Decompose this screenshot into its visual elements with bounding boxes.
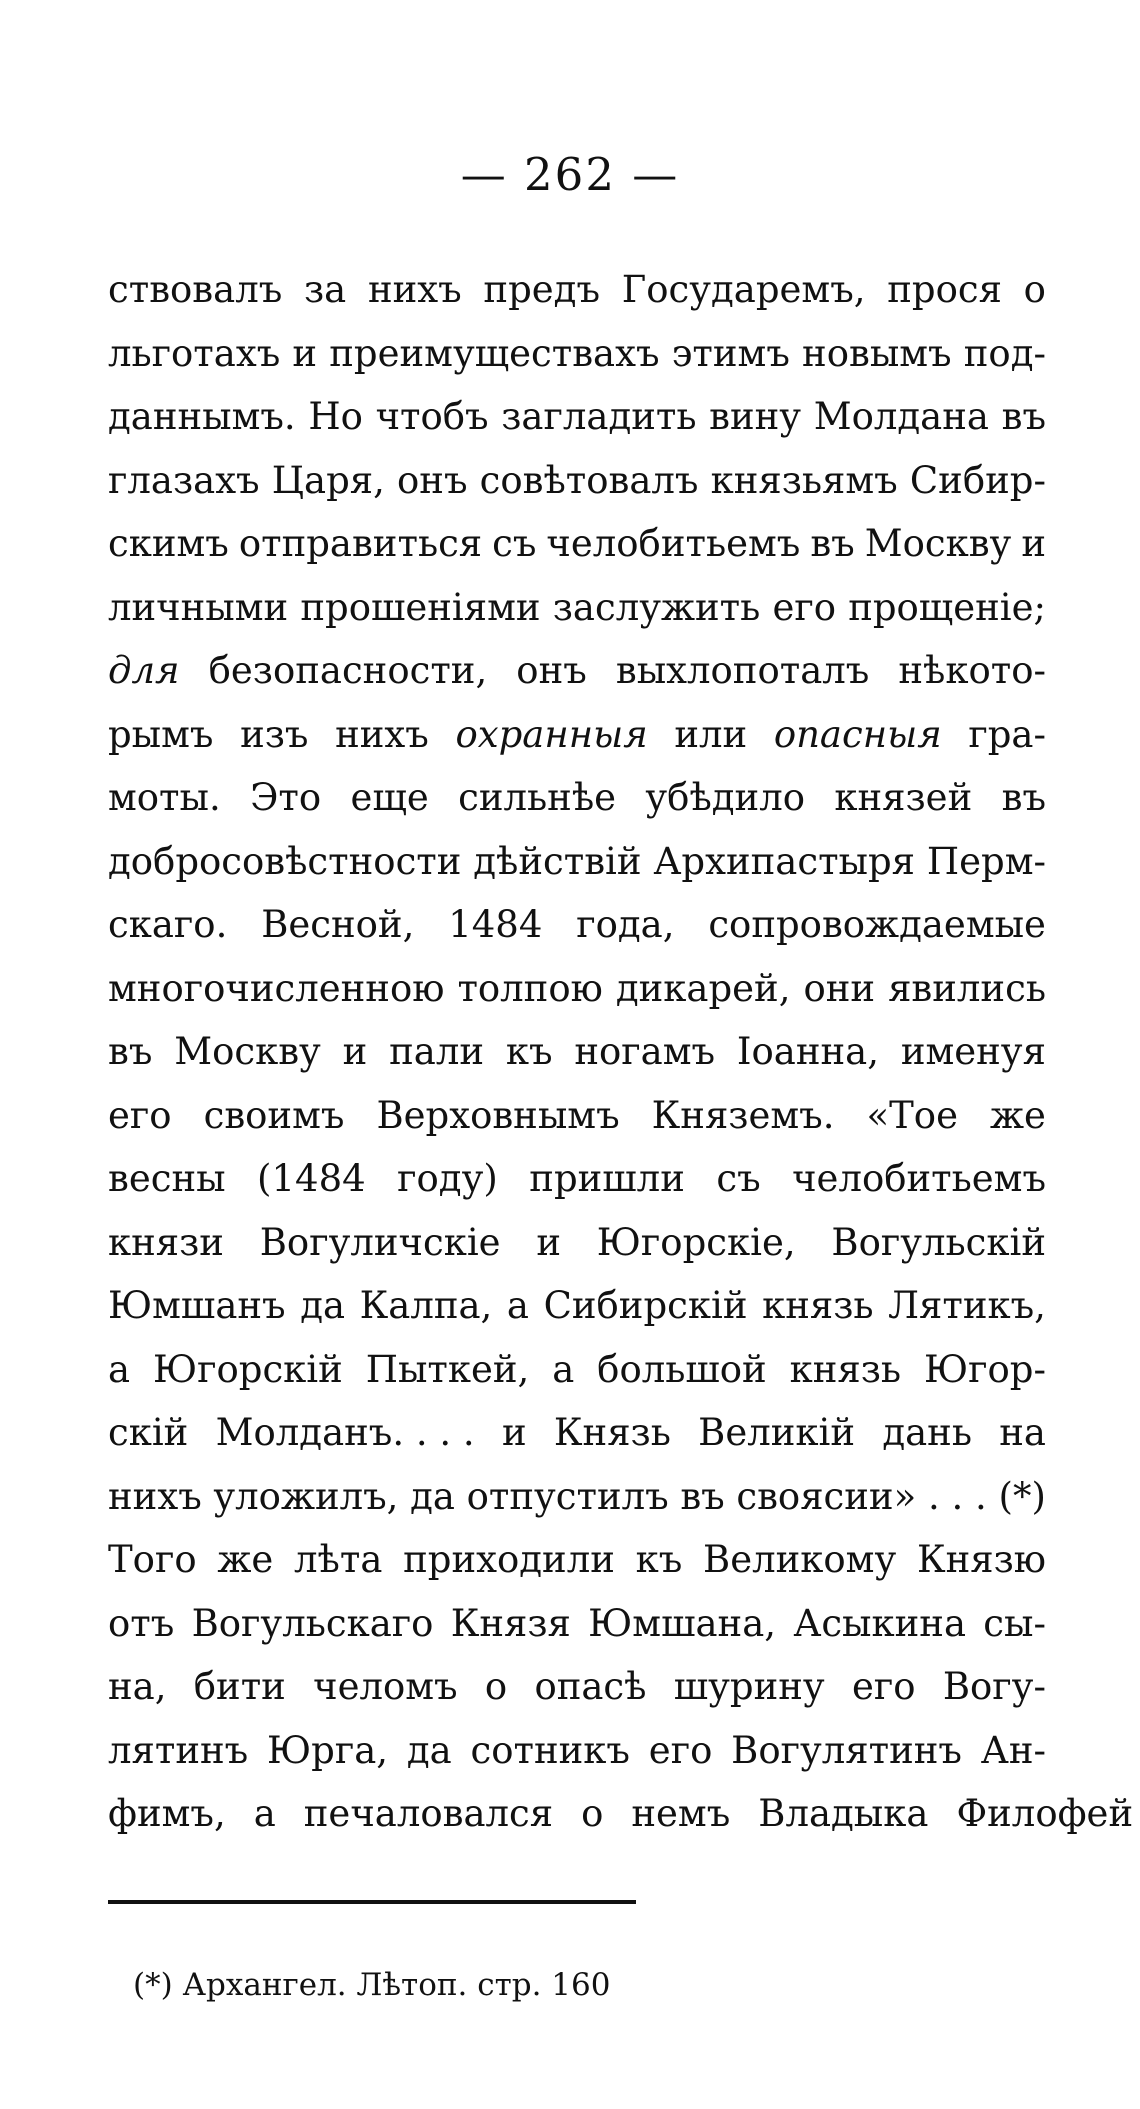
text-word: и bbox=[536, 1220, 561, 1264]
text-word: моты. bbox=[108, 776, 221, 819]
text-word: предъ bbox=[483, 268, 600, 311]
text-word: прося bbox=[887, 268, 1002, 311]
text-word: на bbox=[999, 1411, 1046, 1454]
text-word: онъ bbox=[397, 458, 468, 502]
text-word: его bbox=[648, 1728, 713, 1772]
text-word: и bbox=[342, 1030, 368, 1073]
text-word: Перм- bbox=[926, 839, 1046, 883]
text-word: Ан- bbox=[980, 1728, 1046, 1772]
text-word: прощеніе; bbox=[848, 585, 1046, 629]
text-word: даннымъ. bbox=[108, 395, 296, 438]
text-word: князь bbox=[789, 1347, 902, 1391]
text-line bbox=[108, 830, 1046, 894]
text-word: князей bbox=[834, 776, 973, 819]
text-word: «Тое bbox=[866, 1093, 958, 1137]
text-word: челобитьемъ bbox=[546, 522, 801, 565]
text-word: Юрга, bbox=[267, 1728, 389, 1772]
text-word: Государемъ, bbox=[621, 268, 866, 311]
text-word: сы- bbox=[983, 1601, 1046, 1645]
text-word: въ bbox=[108, 1030, 153, 1073]
text-line bbox=[108, 1719, 1046, 1783]
text-word: Но bbox=[308, 395, 363, 438]
text-word: безопасности, bbox=[208, 649, 488, 692]
text-word: князь bbox=[762, 1284, 874, 1327]
text-word: Это bbox=[250, 776, 322, 819]
text-word: Пыткей, bbox=[365, 1347, 530, 1391]
text-line bbox=[108, 1020, 1046, 1084]
text-word: ногамъ bbox=[574, 1030, 716, 1073]
text-word: загладить bbox=[501, 395, 697, 438]
text-word: явились bbox=[888, 966, 1046, 1010]
text-word: съ bbox=[716, 1157, 761, 1200]
text-word: да bbox=[406, 1728, 452, 1772]
text-word: а bbox=[253, 1792, 276, 1835]
body-text bbox=[108, 258, 1134, 1846]
text-line bbox=[108, 766, 1046, 830]
text-word: изъ bbox=[240, 712, 309, 756]
text-word: Югорскіе, bbox=[596, 1220, 796, 1264]
text-word: приходили bbox=[403, 1538, 615, 1581]
text-word: глазахъ bbox=[108, 458, 260, 502]
text-word: Вогульскій bbox=[831, 1220, 1046, 1264]
text-line bbox=[108, 1592, 1046, 1656]
text-word: прошеніями bbox=[300, 585, 541, 629]
text-word: пали bbox=[389, 1030, 485, 1073]
text-word: отправиться bbox=[238, 522, 483, 565]
text-word: да bbox=[300, 1284, 346, 1327]
text-word: Владыка bbox=[758, 1792, 929, 1835]
text-word: же bbox=[990, 1093, 1046, 1137]
page-number: — 262 — bbox=[460, 148, 680, 201]
text-line bbox=[108, 1274, 1046, 1338]
text-word: дань bbox=[882, 1411, 972, 1454]
text-word: чтобъ bbox=[375, 395, 489, 438]
text-word: дѣйствій bbox=[473, 839, 642, 883]
text-word: Филофей bbox=[956, 1792, 1134, 1835]
text-word: Сибир- bbox=[909, 458, 1046, 502]
text-word: Князя bbox=[450, 1601, 571, 1645]
text-word: выхлопоталъ bbox=[615, 649, 870, 692]
text-word: большой bbox=[597, 1347, 767, 1391]
text-word: добросовѣстности bbox=[108, 839, 462, 883]
text-line bbox=[108, 1084, 1046, 1148]
text-word: въ bbox=[810, 522, 855, 565]
text-line bbox=[108, 512, 1046, 576]
text-word: за bbox=[303, 268, 347, 311]
text-word: въ bbox=[1001, 395, 1046, 438]
text-word: Юмшанъ bbox=[108, 1284, 286, 1327]
text-word: году) bbox=[397, 1157, 498, 1200]
text-word: Сибирскій bbox=[543, 1284, 748, 1327]
text-line bbox=[108, 1401, 1046, 1465]
text-word: еще bbox=[350, 776, 429, 819]
text-line bbox=[108, 639, 1046, 703]
text-word: лятинъ bbox=[108, 1728, 249, 1772]
text-word: Княземъ. bbox=[651, 1093, 835, 1137]
text-word: Москву bbox=[864, 522, 1012, 565]
text-word: пришли bbox=[529, 1157, 685, 1200]
text-line bbox=[108, 957, 1046, 1021]
text-word: для bbox=[108, 649, 180, 692]
text-line bbox=[108, 322, 1046, 386]
text-word: скаго. bbox=[108, 903, 228, 946]
text-word: а bbox=[552, 1347, 575, 1391]
text-word: совѣтовалъ bbox=[479, 458, 699, 502]
text-word: (1484 bbox=[257, 1157, 366, 1200]
text-word: Юмшана, bbox=[588, 1601, 777, 1645]
text-word: Асыкина bbox=[793, 1601, 967, 1645]
text-word: скій bbox=[108, 1411, 189, 1454]
text-word: льготахъ bbox=[108, 331, 281, 375]
text-word: своимъ bbox=[203, 1093, 345, 1137]
text-word: скимъ bbox=[108, 522, 229, 565]
text-line bbox=[108, 1338, 1046, 1402]
text-word: сопровождаемые bbox=[708, 903, 1046, 946]
text-word: и bbox=[292, 331, 318, 375]
text-word: онъ bbox=[516, 649, 587, 692]
text-word: съ bbox=[492, 522, 537, 565]
text-word: именуя bbox=[900, 1030, 1046, 1073]
text-word: нихъ bbox=[335, 712, 429, 756]
text-word: нихъ bbox=[367, 268, 462, 311]
text-word: ствовалъ bbox=[108, 268, 283, 311]
text-word: Вогуличскіе bbox=[259, 1220, 501, 1264]
text-word: отъ bbox=[108, 1601, 175, 1645]
text-word: своясии» . . . (*) bbox=[736, 1474, 1046, 1518]
text-word: уложилъ, bbox=[213, 1474, 399, 1518]
text-word: его bbox=[772, 585, 837, 629]
text-word: под- bbox=[963, 331, 1046, 375]
text-word: гра- bbox=[968, 712, 1046, 756]
text-line bbox=[108, 1528, 1046, 1592]
text-word: сотникъ bbox=[470, 1728, 630, 1772]
text-word: князи bbox=[108, 1220, 224, 1264]
text-word: бити bbox=[193, 1665, 286, 1708]
text-word: опасѣ bbox=[534, 1665, 647, 1708]
text-word: или bbox=[674, 712, 748, 756]
text-word: Царя, bbox=[271, 458, 385, 502]
text-word: Югор- bbox=[923, 1347, 1046, 1391]
text-line bbox=[108, 893, 1046, 957]
footnote-rule bbox=[108, 1900, 636, 1904]
text-word: Югорскій bbox=[152, 1347, 343, 1391]
text-word: о bbox=[484, 1665, 508, 1708]
text-line bbox=[108, 576, 1046, 640]
text-word: этимъ bbox=[671, 331, 790, 375]
text-word: Молдана bbox=[813, 395, 989, 438]
text-word: 1484 bbox=[448, 903, 543, 946]
text-word: же bbox=[217, 1538, 274, 1581]
text-word: Вогулятинъ bbox=[731, 1728, 962, 1772]
text-word: на, bbox=[108, 1665, 167, 1708]
text-word: вину bbox=[709, 395, 802, 438]
text-word: въ bbox=[680, 1474, 725, 1518]
text-word: и bbox=[1021, 522, 1046, 565]
text-word: года, bbox=[576, 903, 675, 946]
text-line bbox=[108, 1782, 1134, 1846]
text-line bbox=[108, 1465, 1046, 1529]
text-word: Князю bbox=[916, 1538, 1046, 1581]
text-word: о bbox=[581, 1792, 604, 1835]
text-word: Великому bbox=[703, 1538, 897, 1581]
text-word: Іоанна, bbox=[736, 1030, 879, 1073]
text-word: весны bbox=[108, 1157, 226, 1200]
text-word: Вогу- bbox=[942, 1665, 1046, 1708]
text-word: Великій bbox=[698, 1411, 856, 1454]
text-word: лѣта bbox=[294, 1538, 383, 1581]
text-word: челомъ bbox=[313, 1665, 458, 1708]
text-line bbox=[108, 1211, 1046, 1275]
text-word: да bbox=[410, 1474, 455, 1518]
text-line bbox=[108, 1147, 1046, 1211]
text-word: фимъ, bbox=[108, 1792, 226, 1835]
text-word: охранныя bbox=[455, 712, 648, 756]
text-word: рымъ bbox=[108, 712, 214, 756]
text-line bbox=[108, 258, 1046, 322]
text-word: Лятикъ, bbox=[888, 1284, 1046, 1327]
text-word: личными bbox=[108, 585, 289, 629]
text-line bbox=[108, 1655, 1046, 1719]
text-word: многочисленною bbox=[108, 966, 445, 1010]
text-word: опасныя bbox=[773, 712, 942, 756]
text-word: сильнѣе bbox=[458, 776, 617, 819]
text-line bbox=[108, 703, 1046, 767]
text-word: Архипастыря bbox=[653, 839, 916, 883]
text-line bbox=[108, 449, 1046, 513]
text-word: Молданъ. . . . bbox=[215, 1411, 475, 1454]
text-word: печаловался bbox=[303, 1792, 554, 1835]
text-word: а bbox=[108, 1347, 131, 1391]
text-word: а bbox=[506, 1284, 529, 1327]
text-word: челобитьемъ bbox=[792, 1157, 1046, 1200]
text-word: князьямъ bbox=[710, 458, 898, 502]
footnote: (*) Архангел. Лѣтоп. стр. 160 bbox=[133, 1967, 611, 2003]
text-word: убѣдило bbox=[645, 776, 805, 819]
text-word: новымъ bbox=[802, 331, 952, 375]
text-line bbox=[108, 385, 1046, 449]
text-word: къ bbox=[505, 1030, 553, 1073]
text-word: Весной, bbox=[261, 903, 415, 946]
text-word: толпою bbox=[457, 966, 603, 1010]
text-word: Того bbox=[108, 1538, 197, 1581]
text-word: Вогульскаго bbox=[191, 1601, 434, 1645]
text-word: въ bbox=[1001, 776, 1046, 819]
text-word: немъ bbox=[631, 1792, 731, 1835]
text-word: Калпа, bbox=[359, 1284, 493, 1327]
text-word: шурину bbox=[673, 1665, 825, 1708]
text-word: къ bbox=[635, 1538, 683, 1581]
text-word: они bbox=[803, 966, 876, 1010]
text-word: нихъ bbox=[108, 1474, 202, 1518]
text-word: нѣкото- bbox=[898, 649, 1046, 692]
text-word: Верховнымъ bbox=[376, 1093, 620, 1137]
text-word: о bbox=[1023, 268, 1046, 311]
text-word: и bbox=[501, 1411, 527, 1454]
text-word: дикарей, bbox=[615, 966, 791, 1010]
text-word: Князь bbox=[553, 1411, 671, 1454]
text-word: Москву bbox=[174, 1030, 321, 1073]
text-word: преимуществахъ bbox=[329, 331, 660, 375]
text-word: его bbox=[108, 1093, 172, 1137]
text-word: отпустилъ bbox=[466, 1474, 669, 1518]
text-word: его bbox=[851, 1665, 916, 1708]
text-word: заслужить bbox=[552, 585, 761, 629]
